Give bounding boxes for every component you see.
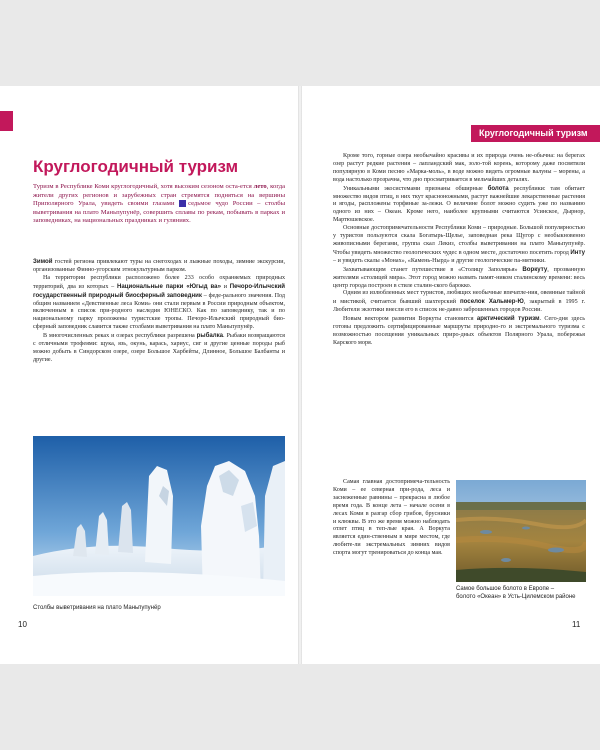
page-title: Круглогодичный туризм (33, 157, 239, 176)
page-number: 11 (572, 620, 581, 629)
paragraph: Самая главная достопримеча-тельность Коми – ее северная при-рода, леса и заснеженные равнины – прекрасна в любое время года. В конце лета – начале осени в лесах Коми в разгар сбор грибов, брусники и клюквы. В это же время можно наблюдать отлет птиц в теп-лые края. А Воркута является един-ственным в мире местом, где любите-ли экстремальных зимних видов спорта могут тренироваться до конца мая. (333, 479, 450, 557)
paragraph: Одним из излюбленных мест туристов, любящих необычные впечатле-ния, овеянные тайной и мистикой, считается бывший шахтерский поселок Хальмер-Ю, закрытый в 1995 г. Любители экзотики внесли его в список не-давно заброшенных городов России. (333, 290, 585, 314)
right-body-text (333, 153, 585, 348)
left-page-marker (0, 111, 13, 131)
paragraph: Новым вектором развития Воркуты становится арктический туризм. Сего-дня здесь готовы предложить сертифицированные маршруты природно-го и экстремального туризма с возможностью посещения уникальных приро-дных объектов Полярного Урала, побережья Карского моря. (333, 315, 585, 346)
paragraph: Кроме того, горные озера необычайно красивы и их природа очень не-обычна: на берегах озер растут редкие растения – лапландский мак, золо-той корень, которому даже посвятили популярную в Коми песню «Марка-моль», в воде можно видеть огромные валуны – морены, а вода настолько прозрачна, что дно просматривается в мельчайших деталях. (333, 153, 585, 183)
paragraph: Захватывающим станет путешествие в «Столицу Заполярья» Воркуту, прозванную жителями «столицей мира». Этот город можно назвать памят-ником сталинскому времени: весь центр города построен в стиле сталин-ского барокко. (333, 265, 585, 289)
photo-caption: Столбы выветривания на плато Маньпупунёр (33, 605, 161, 611)
left-body-text (33, 258, 285, 365)
book-gutter (298, 86, 302, 664)
paragraph: В многочисленных реках и озерах республики разрешена рыбалка. Рыбаки возвращаются с отличными трофеями: щука, язь, окунь, карась, хариус, сиг и другие ценные породы рыб можно добыть в Синдорском озере, озере Большое Харбейты, Длинное, Большое Балбанты и другие. (33, 332, 285, 363)
paragraph: Основные достопримечательности Республики Коми – природные. Большой популярностью у туристов пользуются скала Богатырь-Щелье, заповедная река Щугор с необыкновенно живописными берегами, группа скал Лекиз, столбы выветривания на плато Маньпупунёр. Чтобы увидеть множество геологических чудес в одном месте, достаточно посетить город Инту – и увидеть скалы «Монах», «Камень-Нырд» и другие геологические па-мятники. (333, 225, 585, 264)
photo-caption: Самое большое болото в Европе – болото «Океан» в Усть-Цилемском районе (456, 586, 576, 600)
photo-okean-bog (456, 480, 586, 582)
section-tab: Круглогодичный туризм (471, 125, 600, 142)
square-bullet-icon (179, 200, 186, 207)
paragraph: Уникальными экосистемами признаны обширные болота республики: там обитает множество видов птиц, в них ткут красноножными, растут важнейшие лекарственные растения и ягоды, распложены торфяные за-лежи. О величине болот можно судить уже по названию одного из них – Океан. Кроме него, наиболее крупными считаются Усинское, Дырнор, Мартюшевское. (333, 184, 585, 224)
paragraph: На территории республики расположено более 233 особо охраняемых природных территорий, два из которых – Национальные парки «Югыд ва» и Печоро-Илычский государственный природный биосферный заповедник – феде-рального значения. Под общим названием «Девственные леса Коми» они стали первым в России природным объектом, включенным в список при-родного наследия ЮНЕСКО. Как по заповеднику, так и по национальному парку проложены туристские тропы. Печоро-Илычский природный био-сферный заповедник славится также столбами выветривания на плато Маньпупунёр. (33, 274, 286, 331)
photo-weathering-pillars (33, 436, 285, 596)
lead-paragraph: Туризм в Республике Коми круглогодичный, хотя высоким сезоном оста-ется лето, когда жители других регионов и зарубежных стран стремятся подняться на вершины Приполярного Урала, увидеть своими глазами седьмое чудо России – столбы выветривания на плато Маньпупунёр, совершить сплавы по рекам, побывать в парках и заповедниках, на национальных праздниках и гуляниях. (33, 183, 286, 225)
right-body-text-wrapped (333, 479, 450, 558)
paragraph: Зимой гостей региона привлекают туры на снегоходах и лыжные походы, зимние экскурсии, организованные Финно-угорским этнокультурным парком. (33, 258, 285, 273)
page-number: 10 (18, 620, 27, 629)
